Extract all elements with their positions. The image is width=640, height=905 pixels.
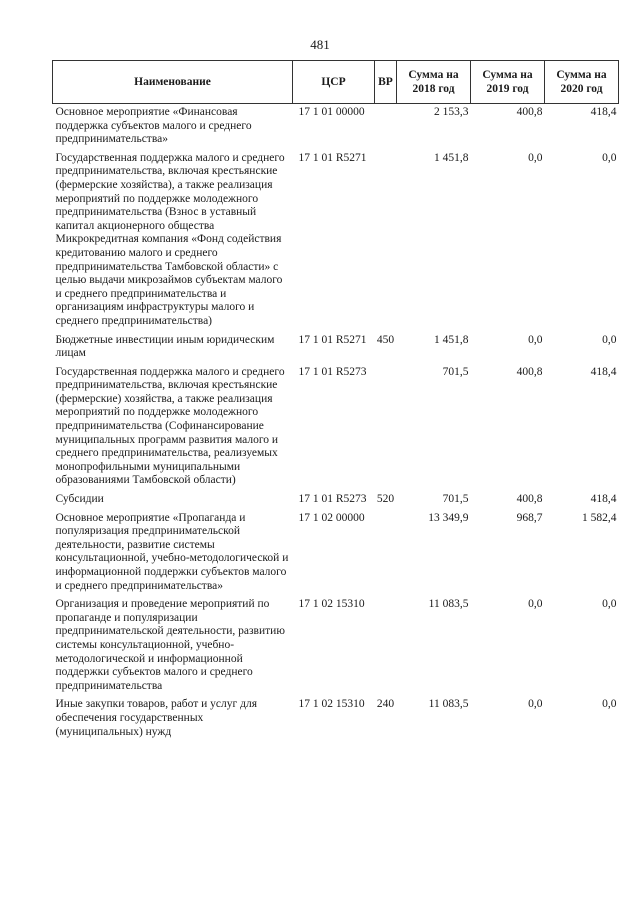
row-vr: [375, 596, 397, 696]
row-vr: [375, 510, 397, 597]
row-vr: [375, 150, 397, 332]
table-header-row: [53, 61, 619, 104]
row-name: Основное мероприятие «Финансовая поддержка субъектов малого и среднего предпринимательства»: [55, 106, 252, 146]
row-sum-2018: 701,5: [442, 365, 469, 378]
table-row: [53, 510, 619, 597]
row-sum-2019: 968,7: [516, 511, 543, 524]
row-sum-2018: 13 349,9: [428, 511, 469, 524]
row-sum-2018: 1 451,8: [434, 333, 469, 346]
row-sum-2019: 0,0: [528, 333, 543, 346]
table-row: [53, 364, 619, 491]
row-csr: 17 1 02 15310: [298, 698, 365, 711]
row-name: Организация и проведение мероприятий по пропаганде и популяризации предпринимательской деятельности, развитию системы консультационной, учебно-методологической и информационной поддержки субъектов малого и среднего предпринимательства: [55, 598, 285, 692]
row-sum-2019: 0,0: [528, 151, 543, 164]
row-sum-2018: 11 083,5: [428, 598, 469, 611]
header-vr: ВР: [375, 61, 397, 104]
header-sum-2019: Сумма на 2019 год: [471, 61, 545, 104]
row-sum-2020: 418,4: [590, 365, 617, 378]
budget-table: [52, 60, 619, 742]
row-vr: [375, 104, 397, 150]
row-sum-2019: 400,8: [516, 493, 543, 506]
header-name: Наименование: [53, 61, 293, 104]
row-sum-2020: 0,0: [602, 151, 617, 164]
row-csr: 17 1 01 R5271: [298, 151, 367, 164]
row-sum-2018: 1 451,8: [434, 151, 469, 164]
header-sum-2020: Сумма на 2020 год: [545, 61, 619, 104]
row-sum-2020: 0,0: [602, 698, 617, 711]
row-csr: 17 1 01 R5273: [298, 365, 367, 378]
row-sum-2020: 0,0: [602, 598, 617, 611]
row-name: Бюджетные инвестиции иным юридическим лицам: [55, 333, 275, 360]
table-row: [53, 332, 619, 364]
table-row: [53, 596, 619, 696]
row-name: Субсидии: [55, 493, 104, 506]
table-row: [53, 150, 619, 332]
row-sum-2020: 418,4: [590, 106, 617, 118]
table-row: [53, 491, 619, 510]
row-name: Основное мероприятие «Пропаганда и популяризация предпринимательской деятельности, развитие системы консультационной, учебно-методологической и информационной поддержки субъектов малого и среднего предпринимательства»: [55, 511, 289, 592]
row-sum-2018: 701,5: [442, 493, 469, 506]
row-sum-2020: 1 582,4: [582, 511, 617, 524]
table-row: [53, 696, 619, 742]
row-sum-2018: 11 083,5: [428, 698, 469, 711]
row-name: Иные закупки товаров, работ и услуг для обеспечения государственных (муниципальных) нужд: [55, 698, 257, 738]
row-vr: 520: [376, 493, 395, 506]
row-csr: 17 1 01 00000: [298, 106, 365, 118]
row-name: Государственная поддержка малого и среднего предпринимательства, включая крестьянские (фермерские хозяйства), а также реализация мероприятий по поддержке молодежного предпринимательства (Взнос в уставный капитал акционерного общества Микрокредитная компания «Фонд содействия кредитованию малого и среднего предпринимательства Тамбовской области» с целью выдачи микрозаймов субъектам малого и среднего предпринимательства и организациям инфраструктуры малого и среднего предпринимательства): [55, 151, 285, 327]
row-csr: 17 1 01 R5273: [298, 493, 367, 506]
row-sum-2020: 0,0: [602, 333, 617, 346]
row-sum-2019: 400,8: [516, 106, 543, 118]
row-vr: [375, 364, 397, 491]
row-vr: 450: [376, 333, 395, 346]
row-sum-2020: 418,4: [590, 493, 617, 506]
row-sum-2019: 0,0: [528, 698, 543, 711]
header-sum-2018: Сумма на 2018 год: [397, 61, 471, 104]
row-sum-2018: 2 153,3: [434, 106, 469, 118]
row-name: Государственная поддержка малого и среднего предпринимательства, включая крестьянские (фермерские) хозяйства, а также реализация мероприятий по поддержке молодежного предпринимательства (Софинансирование муниципальных программ развития малого и среднего предпринимательства, реализуемых монопрофильными муниципальными образованиями Тамбовской области): [55, 365, 285, 487]
row-csr: 17 1 02 15310: [298, 598, 365, 611]
row-sum-2019: 0,0: [528, 598, 543, 611]
row-vr: 240: [376, 698, 395, 711]
page-number: 481: [310, 37, 330, 52]
table-row: [53, 104, 619, 150]
row-csr: 17 1 01 R5271: [298, 333, 367, 346]
row-sum-2019: 400,8: [516, 365, 543, 378]
header-csr: ЦСР: [293, 61, 375, 104]
row-csr: 17 1 02 00000: [298, 511, 365, 524]
